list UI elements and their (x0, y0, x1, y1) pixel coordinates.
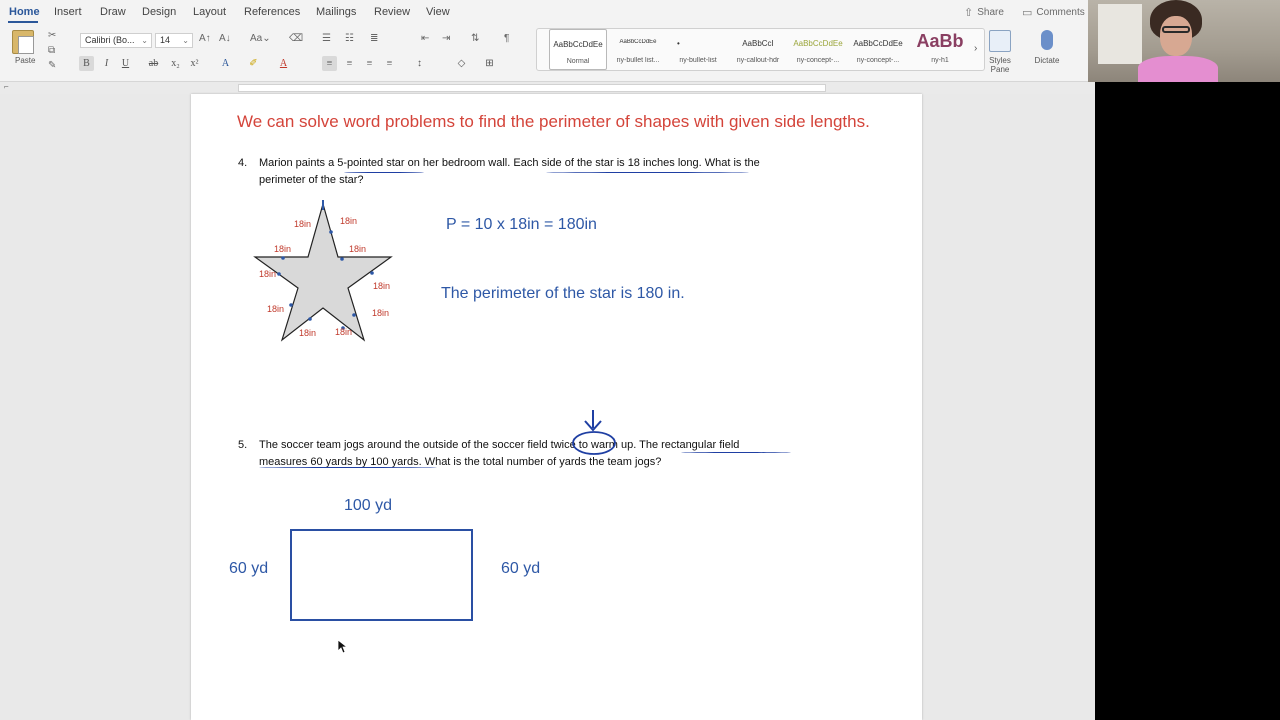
style-ny-bullet-list-2[interactable] (609, 29, 667, 70)
ink-tick-mark (370, 271, 374, 275)
problem-5-line-1: The soccer team jogs around the outside of the soccer field twice to warm up. The rectangular field (259, 439, 740, 451)
styles-pane-button[interactable] (986, 30, 1014, 74)
style-name: ny-bullet-list (679, 57, 717, 64)
style-ny-concept-1[interactable] (789, 29, 847, 70)
underline-annotation (344, 172, 424, 173)
style-name: ny-concept-... (796, 57, 840, 64)
star-side-label: 18in (349, 244, 367, 254)
ink-tick-mark (281, 256, 285, 260)
ink-circle (573, 432, 615, 454)
dictate-button[interactable] (1030, 30, 1064, 65)
underline-button[interactable]: U (121, 58, 130, 69)
comment-icon: ▭ (1022, 7, 1033, 19)
font-size-value: 14 (160, 35, 171, 45)
bold-button[interactable]: B (79, 56, 94, 71)
webcam-presenter-glasses (1162, 26, 1190, 33)
star-side-label: 18in (259, 269, 277, 279)
webcam-presenter-face (1160, 16, 1192, 56)
style-preview: AaBbCcDdEe (853, 39, 903, 48)
microphone-icon (1041, 30, 1053, 50)
star-side-label: 18in (294, 219, 312, 229)
perimeter-equation: P = 10 x 18in = 180in (446, 216, 597, 233)
highlight-color-icon[interactable]: ✐ (249, 58, 258, 69)
star-side-label: 18in (274, 244, 292, 254)
webcam-video (1088, 0, 1280, 82)
webcam-background-window (1098, 4, 1142, 64)
share-button[interactable] (964, 6, 1004, 19)
shading-icon[interactable]: ◇ (457, 58, 466, 69)
style-name: ny-bullet list... (616, 57, 660, 64)
problem-4-line-2: perimeter of the star? (259, 174, 364, 186)
problem-4-number: 4. (238, 157, 248, 169)
ribbon (0, 0, 1095, 82)
webcam-presenter-shirt (1138, 56, 1218, 82)
twice-annotation (565, 408, 625, 458)
star-answer: The perimeter of the star is 180 in. (441, 285, 685, 302)
star-side-label: 18in (267, 304, 285, 314)
ink-tick-mark (352, 313, 356, 317)
style-preview: • (677, 39, 680, 48)
dictate-label: Dictate (1034, 56, 1060, 65)
align-right-button[interactable]: ≡ (366, 58, 373, 69)
styles-pane-label: Styles Pane (989, 56, 1011, 74)
line-spacing-icon[interactable]: ↕ (417, 58, 422, 69)
superscript-button[interactable]: x² (190, 58, 199, 69)
show-formatting-icon[interactable]: ¶ (504, 33, 510, 44)
align-center-button[interactable]: ≡ (346, 58, 353, 69)
tab-review[interactable]: Review (374, 6, 411, 18)
font-name-dropdown[interactable] (80, 33, 152, 48)
star-side-label: 18in (372, 308, 390, 318)
share-icon: ⇧ (964, 7, 974, 19)
style-ny-concept-2[interactable] (849, 29, 907, 70)
style-preview: AaBbCcDdEe (793, 39, 843, 48)
field-top-label: 100 yd (344, 497, 393, 514)
style-preview: AaBbCcDdEe (619, 39, 657, 45)
font-name-value: Calibri (Bo... (85, 35, 135, 45)
numbering-icon[interactable]: ☷ (345, 33, 354, 44)
strikethrough-button[interactable]: ab (148, 58, 159, 69)
font-color-icon[interactable]: A (279, 58, 288, 69)
styles-gallery (536, 28, 985, 71)
text-effects-icon[interactable]: A (221, 58, 230, 69)
tab-mailings[interactable]: Mailings (316, 6, 357, 18)
star-side-label: 18in (373, 281, 391, 291)
ink-tick-mark (289, 303, 293, 307)
ink-tick-mark (340, 257, 344, 261)
sort-icon[interactable]: ⇅ (471, 33, 480, 44)
comments-label: Comments (1036, 7, 1085, 18)
chevron-down-icon: ⌄ (182, 36, 189, 45)
mouse-cursor-icon (338, 640, 348, 654)
align-left-button[interactable]: ≡ (322, 56, 337, 71)
star-side-label: 18in (340, 216, 358, 226)
problem-5-number: 5. (238, 439, 248, 451)
tab-references[interactable]: References (244, 6, 301, 18)
style-name: Normal (566, 58, 590, 65)
borders-icon[interactable]: ⊞ (485, 58, 494, 69)
ruler-text-area[interactable] (238, 84, 826, 92)
style-ny-bullet-list[interactable] (669, 29, 727, 70)
tab-stop-selector-icon[interactable]: ⌐ (4, 82, 9, 91)
tab-view[interactable]: View (426, 6, 450, 18)
subscript-button[interactable]: x₂ (171, 58, 180, 69)
ink-tick-mark (277, 272, 281, 276)
decrease-font-size-icon[interactable]: A↓ (219, 33, 231, 44)
style-name: ny-h1 (931, 57, 949, 64)
field-right-label: 60 yd (501, 560, 541, 577)
style-normal[interactable] (549, 29, 607, 70)
tab-design[interactable]: Design (142, 6, 177, 18)
style-name: ny-concept-... (856, 57, 900, 64)
comments-button[interactable] (1022, 6, 1085, 19)
chevron-down-icon: ⌄ (141, 36, 148, 45)
tab-layout[interactable]: Layout (193, 6, 227, 18)
increase-indent-icon[interactable]: ⇥ (442, 33, 451, 44)
multilevel-list-icon[interactable]: ≣ (370, 33, 379, 44)
star-side-label: 18in (335, 327, 353, 337)
decrease-indent-icon[interactable]: ⇤ (421, 33, 430, 44)
soccer-field-rectangle (290, 529, 473, 621)
document-workspace (0, 94, 1095, 720)
document-page[interactable] (191, 94, 922, 720)
style-ny-h1[interactable] (911, 29, 969, 70)
italic-button[interactable]: I (104, 58, 109, 69)
change-case-icon[interactable]: Aa⌄ (250, 33, 271, 44)
increase-font-size-icon[interactable]: A↑ (199, 33, 211, 44)
underline-annotation (546, 172, 749, 173)
horizontal-ruler[interactable] (0, 82, 1095, 94)
tab-draw[interactable]: Draw (100, 6, 126, 18)
paste-icon[interactable] (12, 30, 34, 54)
tab-home[interactable]: Home (9, 6, 40, 18)
styles-pane-icon (989, 30, 1011, 52)
field-left-label: 60 yd (229, 560, 269, 577)
tab-insert[interactable]: Insert (54, 6, 82, 18)
ink-tick-mark (329, 230, 333, 234)
page-heading: We can solve word problems to find the perimeter of shapes with given side lengths. (237, 112, 870, 131)
chevron-right-icon[interactable]: › (974, 43, 978, 54)
problem-5-line-2: measures 60 yards by 100 yards. What is the total number of yards the team jogs? (259, 456, 662, 468)
format-painter-icon[interactable]: ✎ (48, 60, 57, 71)
bullets-icon[interactable]: ☰ (322, 33, 331, 44)
share-label: Share (977, 7, 1004, 18)
style-preview: AaBb (916, 31, 964, 51)
paste-button-label[interactable]: Paste (15, 56, 36, 65)
copy-icon[interactable]: ⧉ (48, 45, 56, 56)
style-preview: AaBbCcI (742, 39, 774, 48)
problem-4-line-1: Marion paints a 5-pointed star on her bedroom wall. Each side of the star is 18 inches long. What is the (259, 157, 760, 169)
ink-tick-mark (308, 317, 312, 321)
style-preview: AaBbCcDdEe (553, 40, 603, 49)
font-size-dropdown[interactable] (155, 33, 193, 48)
style-ny-callout-hdr[interactable] (729, 29, 787, 70)
cut-icon[interactable]: ✂ (48, 30, 57, 41)
screen-black-area (1095, 82, 1280, 720)
star-side-label: 18in (299, 328, 317, 338)
style-name: ny-callout-hdr (736, 57, 780, 64)
clear-formatting-icon[interactable]: ⌫ (289, 33, 304, 44)
justify-button[interactable]: ≡ (386, 58, 393, 69)
active-tab-indicator (8, 21, 38, 23)
underline-annotation (681, 452, 791, 453)
